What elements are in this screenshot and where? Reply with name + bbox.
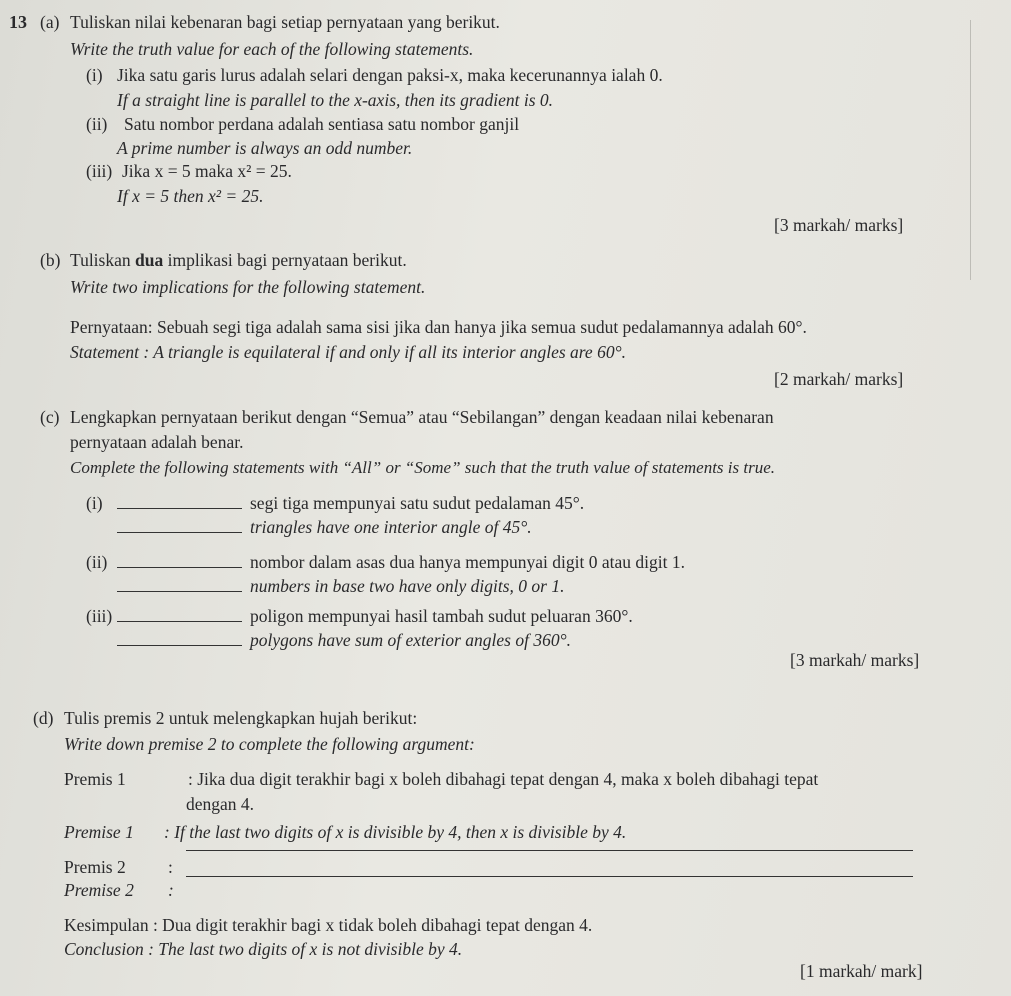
a-item-1-en: If a straight line is parallel to the x-axis, then its gradient is 0.	[117, 90, 554, 110]
a-marks: [3 markah/ marks]	[774, 215, 904, 235]
part-a-label: (a)	[40, 12, 60, 32]
a-item-2-num: (ii)	[86, 114, 108, 134]
c-item-2-ms-row	[117, 551, 685, 573]
c-marks: [3 markah/ marks]	[790, 650, 920, 670]
b-instr-pre: Tuliskan	[70, 250, 131, 270]
c-item-2-answer-blank-ms[interactable]	[117, 553, 242, 568]
c-item-1-ms-row	[117, 492, 584, 514]
premis-2-label: Premis 2	[64, 857, 126, 877]
part-b-instruction-ms	[70, 249, 407, 271]
premis-2-colon: :	[168, 857, 173, 877]
part-d-instruction-en: Write down premise 2 to complete the following argument:	[64, 734, 475, 754]
premis-1-label: Premis 1	[64, 769, 126, 789]
b-statement-ms: Pernyataan: Sebuah segi tiga adalah sama sisi jika dan hanya jika semua sudut pedalamannya adalah 60°.	[70, 317, 807, 337]
premis-1-text-1: : Jika dua digit terakhir bagi x boleh dibahagi tepat dengan 4, maka x boleh dibahagi tepat	[188, 769, 819, 789]
a-item-3-ms: Jika x = 5 maka x² = 25.	[122, 161, 292, 181]
part-c-instruction-en: Complete the following statements with “All” or “Some” such that the truth value of statements is true.	[70, 458, 776, 477]
c-item-1-num: (i)	[86, 493, 103, 513]
c-item-2-ms: nombor dalam asas dua hanya mempunyai digit 0 atau digit 1.	[250, 552, 685, 572]
b-instr-bold: dua	[135, 250, 164, 270]
premise-1-label: Premise 1	[64, 822, 134, 842]
conclusion: Conclusion : The last two digits of x is not divisible by 4.	[64, 939, 463, 959]
b-marks: [2 markah/ marks]	[774, 369, 904, 389]
c-item-2-en-row	[117, 575, 565, 597]
a-item-2-ms: Satu nombor perdana adalah sentiasa satu nombor ganjil	[124, 114, 520, 134]
b-statement-en: Statement : A triangle is equilateral if and only if all its interior angles are 60°.	[70, 342, 626, 362]
question-number: 13	[9, 12, 27, 32]
part-b-label: (b)	[40, 250, 61, 270]
c-item-3-ms: poligon mempunyai hasil tambah sudut peluaran 360°.	[250, 606, 633, 626]
premise-2-colon: :	[168, 880, 174, 900]
a-item-3-en: If x = 5 then x² = 25.	[117, 186, 264, 206]
premis-2-answer-line[interactable]	[186, 850, 913, 851]
kesimpulan: Kesimpulan : Dua digit terakhir bagi x tidak boleh dibahagi tepat dengan 4.	[64, 915, 593, 935]
c-item-2-answer-blank-en[interactable]	[117, 577, 242, 592]
a-item-2-en: A prime number is always an odd number.	[117, 138, 413, 158]
b-instr-post: implikasi bagi pernyataan berikut.	[167, 250, 407, 270]
c-item-3-answer-blank-en[interactable]	[117, 631, 242, 646]
c-item-3-num: (iii)	[86, 606, 113, 626]
c-item-1-en-row	[117, 516, 532, 538]
part-b-instruction-en: Write two implications for the following statement.	[70, 277, 426, 297]
a-item-1-ms: Jika satu garis lurus adalah selari dengan paksi-x, maka kecerunannya ialah 0.	[117, 65, 663, 85]
a-item-1-num: (i)	[86, 65, 103, 85]
c-item-2-en: numbers in base two have only digits, 0 or 1.	[250, 576, 565, 596]
part-c-instruction-ms-2: pernyataan adalah benar.	[70, 432, 244, 452]
c-item-3-en: polygons have sum of exterior angles of 360°.	[250, 630, 571, 650]
c-item-1-answer-blank-en[interactable]	[117, 518, 242, 533]
c-item-3-en-row	[117, 629, 571, 651]
part-d-label: (d)	[33, 708, 54, 728]
premise-2-answer-line[interactable]	[186, 876, 913, 877]
part-a-instruction-en: Write the truth value for each of the following statements.	[70, 39, 474, 59]
part-d-instruction-ms: Tulis premis 2 untuk melengkapkan hujah berikut:	[64, 708, 418, 728]
c-item-1-answer-blank-ms[interactable]	[117, 494, 242, 509]
c-item-3-answer-blank-ms[interactable]	[117, 607, 242, 622]
part-c-instruction-ms-1: Lengkapkan pernyataan berikut dengan “Semua” atau “Sebilangan” dengan keadaan nilai kebenaran	[70, 407, 774, 427]
premis-1-text-2: dengan 4.	[186, 794, 255, 814]
a-item-3-num: (iii)	[86, 161, 113, 181]
d-marks: [1 markah/ mark]	[800, 961, 923, 981]
page-edge	[970, 20, 971, 280]
premise-1-text: : If the last two digits of x is divisible by 4, then x is divisible by 4.	[164, 822, 627, 842]
c-item-2-num: (ii)	[86, 552, 108, 572]
c-item-1-en: triangles have one interior angle of 45°.	[250, 517, 532, 537]
part-a-instruction-ms: Tuliskan nilai kebenaran bagi setiap pernyataan yang berikut.	[70, 12, 500, 32]
part-c-label: (c)	[40, 407, 60, 427]
c-item-3-ms-row	[117, 605, 633, 627]
premise-2-label: Premise 2	[64, 880, 134, 900]
c-item-1-ms: segi tiga mempunyai satu sudut pedalaman 45°.	[250, 493, 585, 513]
